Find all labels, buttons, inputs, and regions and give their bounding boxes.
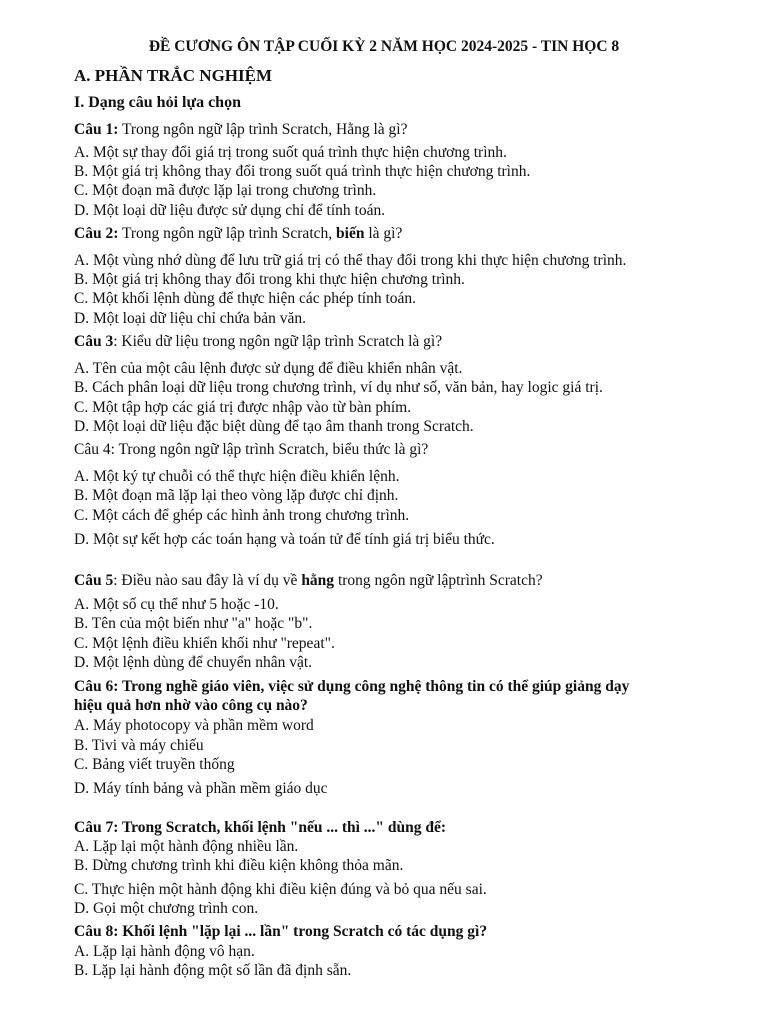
question-5-option-c: C. Một lệnh điều khiển khối như "repeat". bbox=[74, 635, 335, 652]
question-5-option-d: D. Một lệnh dùng để chuyển nhân vật. bbox=[74, 654, 313, 671]
question-4-option-c: C. Một cách để ghép các hình ảnh trong chương trình. bbox=[74, 507, 410, 524]
question-1 bbox=[74, 120, 407, 140]
question-3 bbox=[74, 332, 442, 352]
question-5-option-a: A. Một số cụ thể như 5 hoặc -10. bbox=[74, 596, 279, 613]
question-1-option-a: A. Một sự thay đổi giá trị trong suốt quá trình thực hiện chương trình. bbox=[74, 144, 507, 161]
question-6-option-d: D. Máy tính bảng và phần mềm giáo dục bbox=[74, 780, 328, 797]
question-1-text: Trong ngôn ngữ lập trình Scratch, Hằng là gì? bbox=[118, 121, 408, 138]
question-3-label: Câu 3 bbox=[74, 333, 114, 350]
question-7-option-c: C. Thực hiện một hành động khi điều kiện đúng và bỏ qua nếu sai. bbox=[74, 881, 487, 898]
question-7-option-d: D. Gọi một chương trình con. bbox=[74, 900, 259, 917]
question-6-option-a: A. Máy photocopy và phần mềm word bbox=[74, 717, 314, 734]
question-7: Câu 7: Trong Scratch, khối lệnh "nếu ... thì ..." dùng để: bbox=[74, 819, 447, 836]
question-2-label: Câu 2: bbox=[74, 225, 119, 242]
question-5-label: Câu 5 bbox=[74, 572, 114, 589]
question-8-option-b: B. Lặp lại hành động một số lần đã định sẵn. bbox=[74, 962, 352, 979]
question-5 bbox=[74, 571, 543, 591]
question-4-option-d: D. Một sự kết hợp các toán hạng và toán tử để tính giá trị biểu thức. bbox=[74, 531, 495, 548]
question-6-option-b: B. Tivi và máy chiếu bbox=[74, 737, 204, 754]
question-3-text: : Kiểu dữ liệu trong ngôn ngữ lập trình Scratch là gì? bbox=[113, 333, 443, 350]
question-6-line-1: Câu 6: Trong nghề giáo viên, việc sử dụng công nghệ thông tin có thể giúp giảng dạy bbox=[74, 678, 630, 695]
question-6-line-2: hiệu quả hơn nhờ vào công cụ nào? bbox=[74, 697, 308, 714]
question-2-option-d: D. Một loại dữ liệu chỉ chứa bản văn. bbox=[74, 310, 307, 327]
question-1-option-d: D. Một loại dữ liệu được sử dụng chỉ để tính toán. bbox=[74, 202, 386, 219]
question-2-option-c: C. Một khối lệnh dùng để thực hiện các phép tính toán. bbox=[74, 290, 417, 307]
section-heading-multiple-choice: A. PHẦN TRẮC NGHIỆM bbox=[74, 66, 273, 85]
question-2-text-bold: biến bbox=[336, 225, 365, 242]
question-1-label: Câu 1: bbox=[74, 121, 119, 138]
question-2 bbox=[74, 224, 402, 244]
question-5-option-b: B. Tên của một biến như "a" hoặc "b". bbox=[74, 615, 313, 632]
question-5-text-bold: hằng bbox=[301, 572, 335, 589]
subsection-heading-choice-questions: I. Dạng câu hỏi lựa chọn bbox=[74, 94, 241, 111]
question-1-option-c: C. Một đoạn mã được lặp lại trong chương trình. bbox=[74, 182, 377, 199]
question-1-option-b: B. Một giá trị không thay đổi trong suốt quá trình thực hiện chương trình. bbox=[74, 163, 531, 180]
question-3-option-c: C. Một tập hợp các giá trị được nhập vào từ bàn phím. bbox=[74, 399, 412, 416]
question-2-text-before: Trong ngôn ngữ lập trình Scratch, bbox=[118, 225, 337, 242]
question-4-option-a: A. Một ký tự chuỗi có thể thực hiện điều khiển lệnh. bbox=[74, 468, 400, 485]
question-7-option-a: A. Lặp lại một hành động nhiều lần. bbox=[74, 838, 299, 855]
question-3-option-d: D. Một loại dữ liệu đặc biệt dùng để tạo âm thanh trong Scratch. bbox=[74, 418, 474, 435]
question-5-text-before: : Điều nào sau đây là ví dụ về bbox=[113, 572, 302, 589]
question-4: Câu 4: Trong ngôn ngữ lập trình Scratch, biểu thức là gì? bbox=[74, 441, 429, 458]
question-3-option-a: A. Tên của một câu lệnh được sử dụng để điều khiển nhân vật. bbox=[74, 360, 463, 377]
question-2-text-after: là gì? bbox=[364, 225, 403, 242]
question-2-option-a: A. Một vùng nhớ dùng để lưu trữ giá trị có thể thay đổi trong khi thực hiện chương trình. bbox=[74, 252, 627, 269]
question-5-text-after: trong ngôn ngữ lậptrình Scratch? bbox=[334, 572, 543, 589]
document-title: ĐỀ CƯƠNG ÔN TẬP CUỐI KỲ 2 NĂM HỌC 2024-2025 - TIN HỌC 8 bbox=[148, 38, 620, 55]
question-2-option-b: B. Một giá trị không thay đổi trong khi thực hiện chương trình. bbox=[74, 271, 465, 288]
question-8: Câu 8: Khối lệnh "lặp lại ... lần" trong Scratch có tác dụng gì? bbox=[74, 923, 488, 940]
question-8-option-a: A. Lặp lại hành động vô hạn. bbox=[74, 943, 255, 960]
question-7-option-b: B. Dừng chương trình khi điều kiện không thỏa mãn. bbox=[74, 857, 404, 874]
question-3-option-b: B. Cách phân loại dữ liệu trong chương trình, ví dụ như số, văn bản, hay logic giá trị. bbox=[74, 379, 603, 396]
question-6-option-c: C. Bảng viết truyền thống bbox=[74, 756, 235, 773]
question-4-option-b: B. Một đoạn mã lặp lại theo vòng lặp được chỉ định. bbox=[74, 487, 399, 504]
